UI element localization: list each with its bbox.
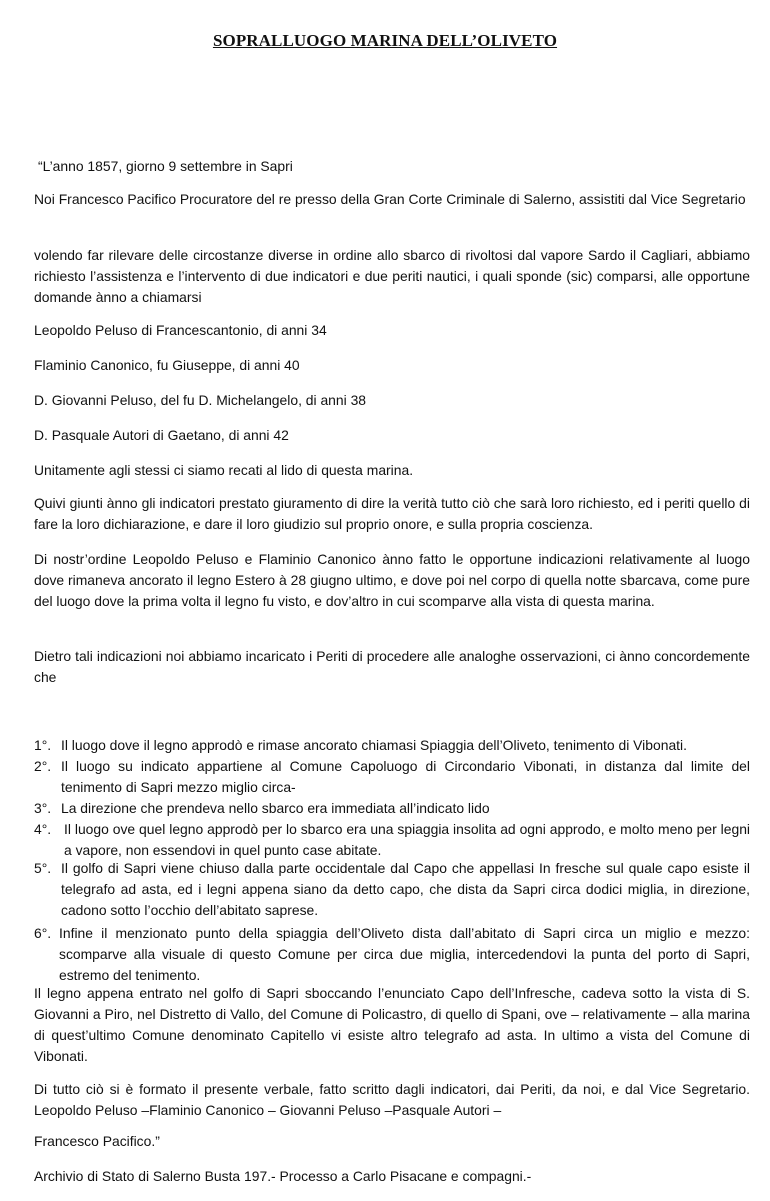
paragraph-sbarco: volendo far rilevare delle circostanze diverse in ordine allo sbarco di rivoltosi dal vapore Sardo il Cagliari, abbiamo richiesto l’assistenza e l’intervento di due indicatori e due periti nautici, i quali sponde (sic) comparsi, alle opportune domande ànno a chiamarsi	[34, 247, 750, 305]
document-title: SOPRALLUOGO MARINA DELL’OLIVETO	[212, 31, 558, 50]
list-number: 4°.	[34, 821, 52, 837]
signature: Francesco Pacifico.”	[34, 1133, 160, 1149]
witness-1: Leopoldo Peluso di Francescantonio, di anni 34	[34, 322, 327, 338]
list-number: 1°.	[34, 737, 52, 753]
list-number: 6°.	[34, 925, 52, 941]
witness-2: Flaminio Canonico, fu Giuseppe, di anni 40	[34, 357, 300, 373]
list-number: 5°.	[34, 860, 52, 876]
list-text: Infine il menzionato punto della spiaggia dell’Oliveto dista dall’abitato di Sapri circa un miglio e mezzo: scomparve alla visuale di questo Comune per circa due miglia, intercedendovi la punta del porto di Sapri, estremo del tenimento.	[59, 925, 750, 983]
witness-3: D. Giovanni Peluso, del fu D. Michelangelo, di anni 38	[34, 392, 367, 408]
paragraph-periti: Dietro tali indicazioni noi abbiamo incaricato i Periti di procedere alle analoghe osservazioni, ci ànno concordemente che	[34, 648, 750, 685]
paragraph-giuramento: Quivi giunti ànno gli indicatori prestato giuramento di dire la verità tutto ciò che sarà loro richiesto, ed i periti quello di fare la loro dichiarazione, e dare il loro giudizio sul proprio onore, e sulla propria coscienza.	[34, 495, 750, 532]
list-number: 3°.	[34, 800, 52, 816]
opening-line: “L’anno 1857, giorno 9 settembre in Sapri	[38, 158, 293, 174]
list-text: Il golfo di Sapri viene chiuso dalla parte occidentale dal Capo che appellasi In fresche sul quale capo esiste il telegrafo ad asta, ed i legni appena siano da detto capo, che dista da Sapri circa dodici miglia, in direzione, cadono sotto l’occhio dell’abitato saprese.	[61, 860, 750, 918]
list-text: La direzione che prendeva nello sbarco era immediata all’indicato lido	[61, 800, 490, 816]
witness-4: D. Pasquale Autori di Gaetano, di anni 42	[34, 427, 289, 443]
paragraph-closing: Di tutto ciò si è formato il presente verbale, fatto scritto dagli indicatori, dai Periti, da noi, e dal Vice Segretario. Leopoldo Peluso –Flaminio Canonico – Giovanni Peluso –Pasquale Autori –	[34, 1081, 750, 1118]
list-text: Il luogo dove il legno approdò e rimase ancorato chiamasi Spiaggia dell’Oliveto, tenimento di Vibonati.	[61, 737, 687, 753]
list-text: Il luogo ove quel legno approdò per lo sbarco era una spiaggia insolita ad ogni approdo, e molto meno per legni a vapore, non essendovi in quel punto case abitate.	[64, 821, 750, 858]
paragraph-indicazioni: Di nostr’ordine Leopoldo Peluso e Flaminio Canonico ànno fatto le opportune indicazioni relativamente al luogo dove rimaneva ancorato il legno Estero à 28 giugno ultimo, e dove poi nel corpo di quella notte sbarcava, come pure del luogo dove la prima volta il legno fu visto, e dov’altro in cui scomparve alla vista di questa marina.	[34, 551, 750, 609]
paragraph-lido: Unitamente agli stessi ci siamo recati al lido di questa marina.	[34, 462, 414, 478]
archive-source: Archivio di Stato di Salerno Busta 197.- Processo a Carlo Pisacane e compagni.-	[34, 1168, 532, 1184]
list-number: 2°.	[34, 758, 52, 774]
list-text: Il luogo su indicato appartiene al Comune Capoluogo di Circondario Vibonati, in distanza dal limite del tenimento di Sapri mezzo miglio circa-	[61, 758, 750, 795]
paragraph-procuratore: Noi Francesco Pacifico Procuratore del re presso della Gran Corte Criminale di Salerno, assistiti dal Vice Segretario	[34, 191, 746, 207]
paragraph-golfo: Il legno appena entrato nel golfo di Sapri sboccando l’enunciato Capo dell’Infresche, cadeva sotto la vista di S. Giovanni a Piro, nel Distretto di Vallo, del Comune di Policastro, di quello di Spani, ove – relativamente – alla marina di quest’ultimo Comune denominato Capitello vi esiste altro telegrafo ad asta. In ultimo a vista del Comune di Vibonati.	[34, 985, 750, 1064]
